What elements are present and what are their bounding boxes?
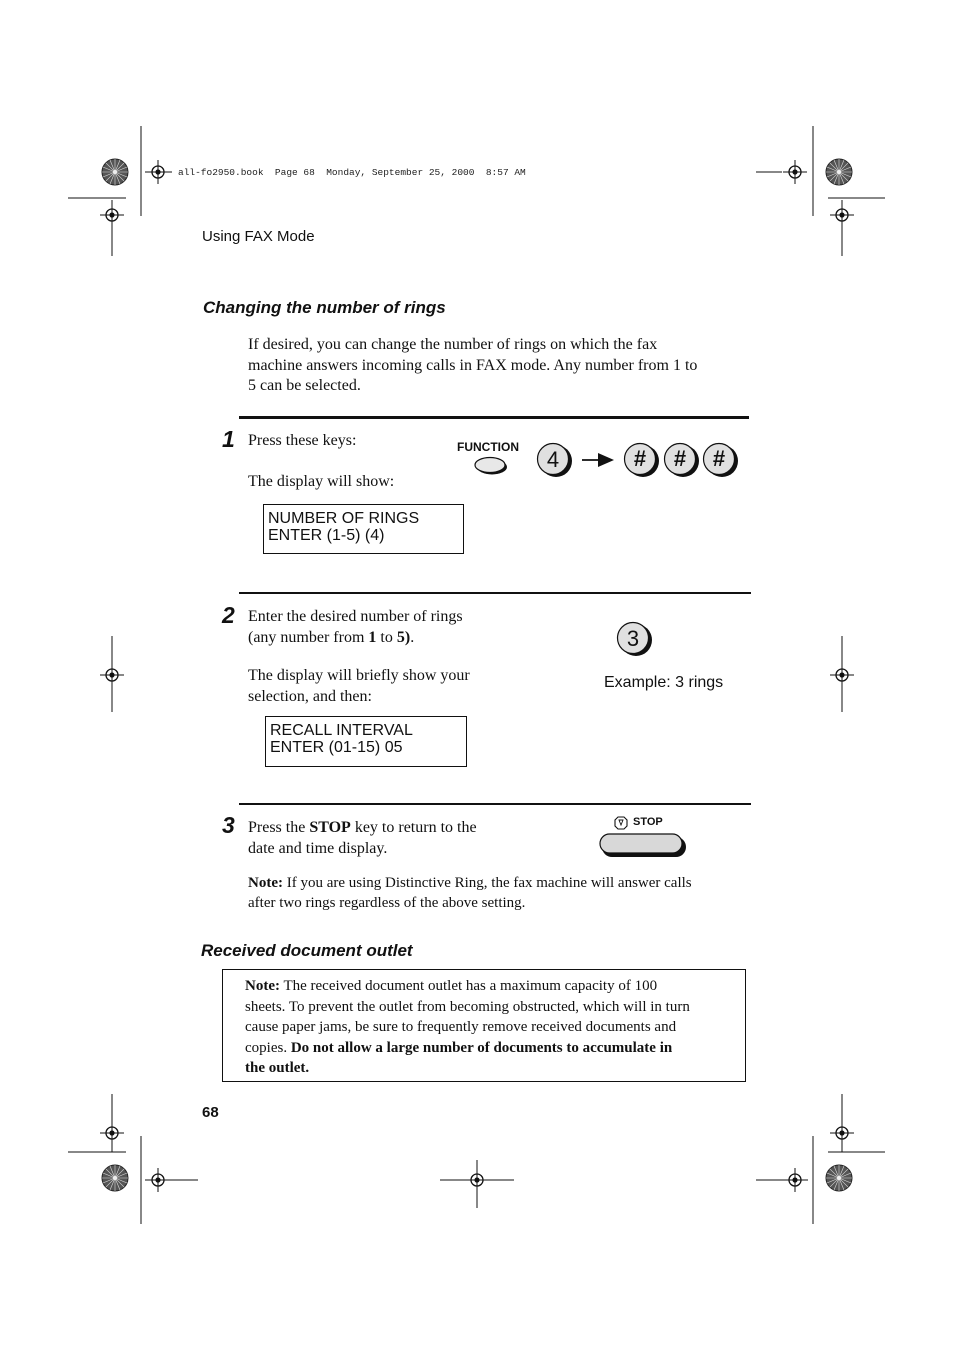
instruction-line: [248, 818, 548, 839]
running-header: Using FAX Mode: [202, 228, 315, 245]
instruction-line: selection, and then:: [248, 687, 372, 705]
stop-key-label: STOP: [633, 816, 663, 828]
text-run: The received document outlet has a maximum capacity of 100: [279, 978, 658, 994]
instruction-line: date and time display.: [248, 839, 388, 857]
page-number: 68: [202, 1104, 219, 1121]
bold-run: STOP: [309, 819, 351, 836]
step-number: 3: [222, 812, 235, 838]
intro-line: 5 can be selected.: [248, 377, 361, 394]
bold-run: 1: [368, 628, 377, 646]
section-title-rings: Changing the number of rings: [203, 298, 446, 317]
text-run: copies.: [245, 1039, 291, 1056]
key-label: #: [633, 446, 647, 471]
bold-run: the outlet.: [245, 1060, 310, 1076]
key-label: #: [712, 446, 726, 471]
note-line: after two rings regardless of the above setting.: [248, 895, 526, 911]
instruction-line: Enter the desired number of rings: [248, 608, 463, 625]
note-line: [248, 873, 748, 893]
lcd-display: [265, 716, 467, 767]
example-caption: Example: 3 rings: [604, 674, 724, 691]
key-label: 4: [546, 447, 560, 472]
text-run: to: [376, 628, 397, 646]
number-key-4[interactable]: [537, 443, 573, 477]
bold-run: Do not allow a large number of documents to accumulate in: [290, 1039, 673, 1056]
display-intro: The display will show:: [248, 473, 395, 490]
instruction-line: [248, 628, 548, 649]
note-line: [245, 1058, 745, 1079]
step-instruction: [248, 818, 548, 859]
hash-key[interactable]: [664, 443, 700, 477]
note-label: Note:: [245, 978, 280, 994]
text-run: Press the: [248, 819, 310, 836]
text-run: If you are using Distinctive Ring, the fax machine will answer calls: [282, 875, 692, 891]
function-key-label: FUNCTION: [457, 440, 519, 454]
key-label: #: [673, 446, 687, 471]
key-label: 3: [626, 626, 640, 651]
step-divider: [239, 416, 749, 419]
stop-key[interactable]: [599, 833, 689, 859]
text-run: .: [410, 628, 415, 646]
lcd-line: NUMBER OF RINGS: [268, 510, 420, 527]
print-job-header: all-fo2950.book Page 68 Monday, September 25, 2000 8:57 AM: [178, 167, 526, 178]
text-run: (any number from: [248, 628, 369, 646]
note-line: [245, 976, 745, 997]
step-number: 1: [222, 426, 235, 452]
note-label: Note:: [248, 875, 283, 891]
step-divider: [239, 592, 751, 594]
bold-run: 5): [396, 628, 411, 646]
intro-line: machine answers incoming calls in FAX mode. Any number from 1 to: [248, 356, 698, 374]
step-number: 2: [222, 602, 235, 628]
arrow-right-icon: [580, 453, 616, 467]
note: [248, 873, 748, 913]
step-instruction: [248, 607, 548, 648]
instruction-line: The display will briefly show your: [248, 667, 470, 684]
lcd-line: ENTER (01-15) 05: [270, 739, 403, 756]
note-line: cause paper jams, be sure to frequently remove received documents and: [245, 1019, 677, 1035]
note-line: [245, 1038, 745, 1059]
hash-key[interactable]: [703, 443, 739, 477]
lcd-line: RECALL INTERVAL: [270, 722, 413, 739]
step-instruction: Press these keys:: [248, 432, 357, 449]
intro-line: If desired, you can change the number of rings on which the fax: [248, 336, 658, 353]
step-divider: [239, 803, 751, 805]
lcd-display: [263, 504, 464, 554]
section-intro: [248, 335, 748, 397]
text-run: key to return to the: [350, 819, 477, 836]
section-title-outlet: Received document outlet: [201, 941, 413, 960]
display-intro: [248, 666, 548, 707]
function-key[interactable]: [474, 455, 514, 481]
note-box: [222, 969, 746, 1082]
lcd-line: ENTER (1-5) (4): [268, 527, 385, 544]
hash-key[interactable]: [624, 443, 660, 477]
note-line: sheets. To prevent the outlet from becoming obstructed, which will in turn: [245, 998, 690, 1015]
stop-icon: [614, 816, 628, 830]
number-key-3[interactable]: [617, 621, 655, 657]
